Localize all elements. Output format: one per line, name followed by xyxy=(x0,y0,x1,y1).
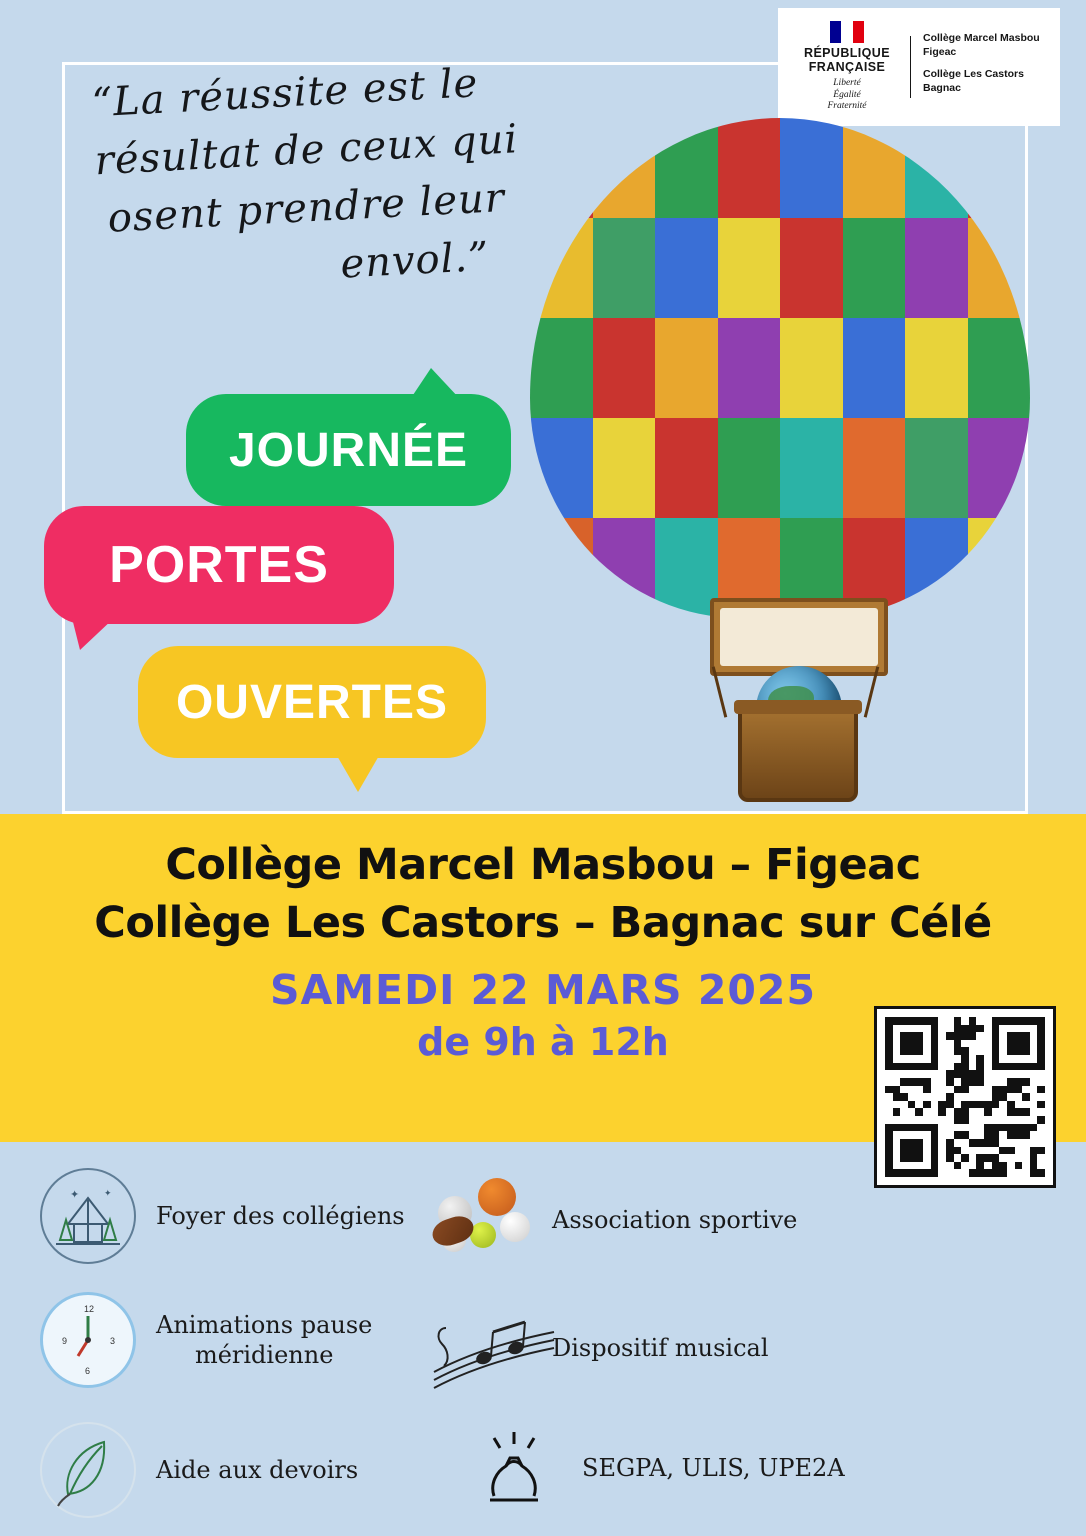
bubble-journee-label: JOURNÉE xyxy=(228,423,469,477)
balloon-basket xyxy=(738,708,858,802)
bubble-ouvertes-label: OUVERTES xyxy=(175,675,449,729)
school-2-name: Collège Les Castors xyxy=(923,68,1024,80)
svg-text:✦: ✦ xyxy=(70,1189,80,1201)
feature-segpa-ulis-upe2a xyxy=(460,1418,845,1518)
feature-foyer-label: Foyer des collégiens xyxy=(156,1202,405,1230)
quote-line-1: “La réussite est le xyxy=(90,60,480,127)
feature-dispositif-musical-label: Dispositif musical xyxy=(552,1334,769,1362)
clock-icon xyxy=(34,1290,142,1390)
feature-animations-pause-label xyxy=(156,1310,372,1370)
bubble-portes xyxy=(44,506,394,624)
sport-balls-icon xyxy=(430,1170,538,1270)
house-trees-icon xyxy=(34,1166,142,1266)
school-1-name: Collège Marcel Masbou xyxy=(923,31,1040,44)
event-hours: de 9h à 12h xyxy=(417,1020,669,1065)
feature-association-sportive-label: Association sportive xyxy=(552,1206,798,1234)
feature-aide-devoirs xyxy=(34,1420,358,1520)
svg-text:3: 3 xyxy=(110,1336,116,1346)
devise xyxy=(788,78,906,114)
svg-text:6: 6 xyxy=(85,1366,91,1376)
features-list xyxy=(0,1150,1086,1536)
french-flag-icon xyxy=(830,21,864,43)
feature-aide-devoirs-label: Aide aux devoirs xyxy=(156,1456,359,1484)
event-date: SAMEDI 22 MARS 2025 xyxy=(270,966,816,1015)
svg-text:9: 9 xyxy=(62,1336,68,1346)
feature-animations-line-2: méridienne xyxy=(194,1341,334,1369)
open-book-decoration xyxy=(710,598,888,676)
official-logo-block xyxy=(778,8,1060,126)
quote-line-2: résultat de ceux qui xyxy=(93,116,520,185)
quote-line-3: osent prendre leur xyxy=(106,174,506,242)
hot-air-balloon-illustration xyxy=(520,118,1040,818)
feature-dispositif-musical xyxy=(430,1298,769,1398)
bubble-portes-label: PORTES xyxy=(109,536,329,594)
devise-egalite: Égalité xyxy=(833,89,861,100)
music-notes-icon xyxy=(430,1298,538,1398)
feature-animations-pause xyxy=(34,1290,372,1390)
handshake-icon xyxy=(460,1418,568,1518)
school-1-city: Figeac xyxy=(923,45,957,58)
school-2-city: Bagnac xyxy=(923,82,961,95)
devise-liberte: Liberté xyxy=(833,77,861,88)
banner-school-line-1: Collège Marcel Masbou – Figeac xyxy=(165,840,921,890)
school-names xyxy=(923,31,1040,104)
devise-fraternite: Fraternité xyxy=(827,101,867,112)
republic-line-1: RÉPUBLIQUE xyxy=(804,46,890,61)
feature-animations-line-1: Animations pause xyxy=(156,1311,373,1339)
balloon-envelope xyxy=(530,118,1030,618)
feature-segpa-ulis-upe2a-label: SEGPA, ULIS, UPE2A xyxy=(582,1454,845,1482)
feature-foyer xyxy=(34,1166,405,1266)
banner-school-line-2: Collège Les Castors – Bagnac sur Célé xyxy=(94,898,992,949)
svg-text:12: 12 xyxy=(84,1304,95,1314)
marianne-logo xyxy=(788,21,906,114)
logo-divider xyxy=(910,36,911,98)
banner-titles xyxy=(0,814,1086,952)
quote-line-4: envol.” xyxy=(339,233,491,288)
bubble-journee xyxy=(186,394,511,506)
bubble-ouvertes xyxy=(138,646,486,758)
quill-feather-icon xyxy=(34,1420,142,1520)
republic-line-2: FRANÇAISE xyxy=(808,59,886,74)
svg-text:✦: ✦ xyxy=(104,1188,112,1198)
handwritten-quote xyxy=(90,50,571,306)
feature-association-sportive xyxy=(430,1170,797,1270)
